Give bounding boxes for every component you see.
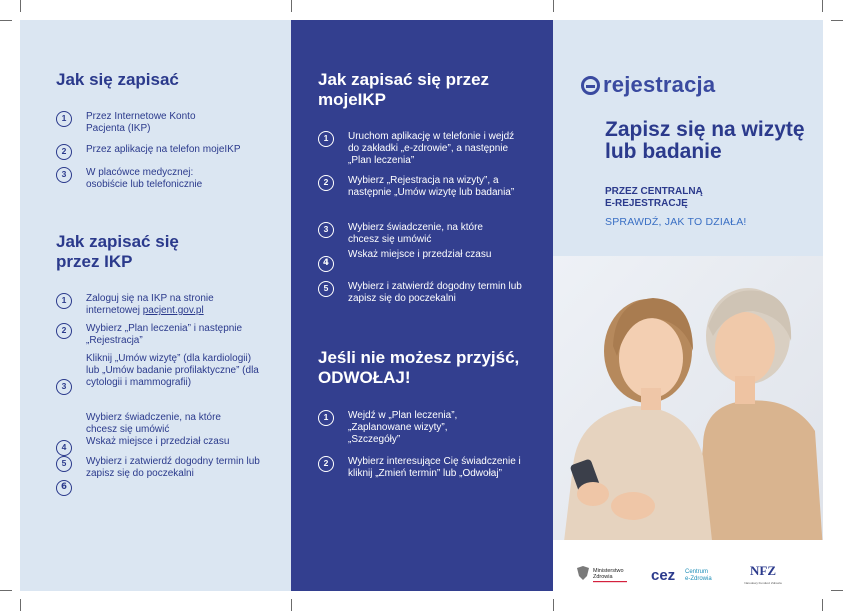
cez-mark: cez: [651, 567, 676, 584]
crop-mark: [831, 20, 843, 21]
step-text: Uruchom aplikację w telefonie i wejdź do zakładki „e-zdrowie”, a następnie „Plan leczenia”: [348, 131, 515, 166]
step-text: Wybierz świadczenie, na które chcesz się umówić: [348, 222, 483, 245]
crop-mark: [831, 590, 843, 591]
step-number: 1: [318, 131, 334, 147]
step-number: 5: [318, 281, 334, 297]
cez-line-1: Centrum: [685, 569, 709, 575]
left-panel: [20, 20, 291, 591]
step-text: W placówce medycznej: osobiście lub telefonicznie: [86, 167, 203, 190]
step-text: Przez Internetowe Konto Pacjenta (IKP): [86, 111, 196, 134]
list-item: [56, 456, 266, 480]
step-text: Przez aplikację na telefon mojeIKP: [86, 144, 241, 155]
pacjent-link[interactable]: pacjent.gov.pl: [142, 305, 204, 316]
step-text: Wybierz „Rejestracja na wizyty”, a następnie „Umów wizytę lub badania”: [348, 175, 515, 198]
nfz-subtitle: Narodowy Fundusz Zdrowia: [744, 581, 782, 585]
heading-mojeikp: Jak zapisać się przez mojeIKP: [318, 70, 490, 109]
step-number: 4: [318, 256, 334, 272]
brand-name: rejestracja: [603, 72, 716, 97]
step-text: [86, 293, 236, 317]
step-number: 6: [56, 480, 72, 496]
step-text: Wybierz interesujące Cię świadczenie i kliknij „Zmień termin” lub „Odwołaj”: [348, 456, 521, 479]
e-logo-icon: [581, 76, 600, 95]
step-number: 2: [318, 175, 334, 191]
heading-cancel: Jeśli nie możesz przyjść, ODWOŁAJ!: [318, 348, 520, 387]
step-number: 2: [56, 323, 72, 339]
list-item: [56, 111, 216, 135]
mz-line-2: Zdrowia: [593, 574, 613, 580]
hero-title: Zapisz się na wizytę lub badanie: [605, 118, 805, 163]
step-number: 2: [56, 144, 72, 160]
step-number: 1: [318, 410, 334, 426]
crop-mark: [20, 599, 21, 611]
brand-logo: [581, 72, 715, 98]
step-text: Wybierz i zatwierdź dogodny termin lub zapisz się do poczekalni: [86, 456, 260, 479]
step-number: 1: [56, 293, 72, 309]
list-item: [56, 293, 236, 317]
step-text: Wejdź w „Plan leczenia”, „Zaplanowane wizyty”, „Szczegóły”: [348, 410, 458, 445]
cez-logo: [651, 564, 719, 586]
step-text: Wskaż miejsce i przedział czasu: [348, 249, 492, 260]
step-text: Wskaż miejsce i przedział czasu: [86, 436, 230, 447]
middle-panel: [291, 20, 553, 591]
step-number: 4: [56, 440, 72, 456]
list-item: [56, 323, 261, 347]
step-number: 1: [56, 111, 72, 127]
fold-mark: [291, 0, 292, 12]
crop-mark: [822, 0, 823, 12]
crop-mark: [20, 0, 21, 12]
crop-mark: [0, 20, 12, 21]
list-item: [318, 131, 518, 167]
step-text: Wybierz i zatwierdź dogodny termin lub zapisz się do poczekalni: [348, 281, 522, 304]
women-with-phone-photo: [553, 256, 823, 550]
nfz-mark: NFZ: [750, 563, 776, 578]
list-item: [318, 456, 528, 480]
list-item: [86, 436, 266, 448]
cta-text: SPRAWDŹ, JAK TO DZIAŁA!: [605, 216, 747, 228]
fold-mark: [553, 0, 554, 12]
step-number: 3: [318, 222, 334, 238]
list-item: [318, 222, 498, 246]
list-item: [318, 175, 518, 199]
step-number: 5: [56, 456, 72, 472]
step-text: Kliknij „Umów wizytę” (dla kardiologii) lub „Umów badanie profilaktyczne” (dla cytologii i mammografii): [86, 353, 259, 388]
list-item: [56, 167, 226, 191]
ministry-of-health-logo: [575, 564, 631, 586]
step-text: Wybierz świadczenie, na które chcesz się umówić: [86, 412, 221, 435]
step-text-part: Zaloguj się na IKP na stronie internetowej: [86, 293, 214, 316]
fold-mark: [553, 599, 554, 611]
list-item: [318, 281, 538, 305]
hero-subtitle: [605, 186, 703, 210]
heading-ikp: Jak zapisać się przez IKP: [56, 232, 179, 271]
list-item: [348, 249, 528, 261]
list-item: [56, 412, 236, 456]
subtitle-line: E-REJESTRACJĘ: [605, 198, 688, 209]
cover-panel: [553, 20, 823, 591]
list-item: [56, 144, 276, 160]
step-number: 2: [318, 456, 334, 472]
list-item: [318, 410, 478, 446]
crop-mark: [0, 590, 12, 591]
list-item: [56, 353, 261, 395]
step-number: 3: [56, 167, 72, 183]
partner-logos: [553, 540, 823, 591]
fold-mark: [291, 599, 292, 611]
mz-line-1: Ministerstwo: [593, 568, 624, 574]
step-number: 3: [56, 379, 72, 395]
heading-how-to-register: Jak się zapisać: [56, 70, 179, 89]
subtitle-line: PRZEZ CENTRALNĄ: [605, 186, 703, 197]
cez-line-2: e-Zdrowia: [685, 576, 712, 582]
crop-mark: [822, 599, 823, 611]
step-text: Wybierz „Plan leczenia” i następnie „Rejestracja”: [86, 323, 243, 346]
photo-illustration: [553, 256, 823, 550]
nfz-logo: [743, 562, 783, 588]
